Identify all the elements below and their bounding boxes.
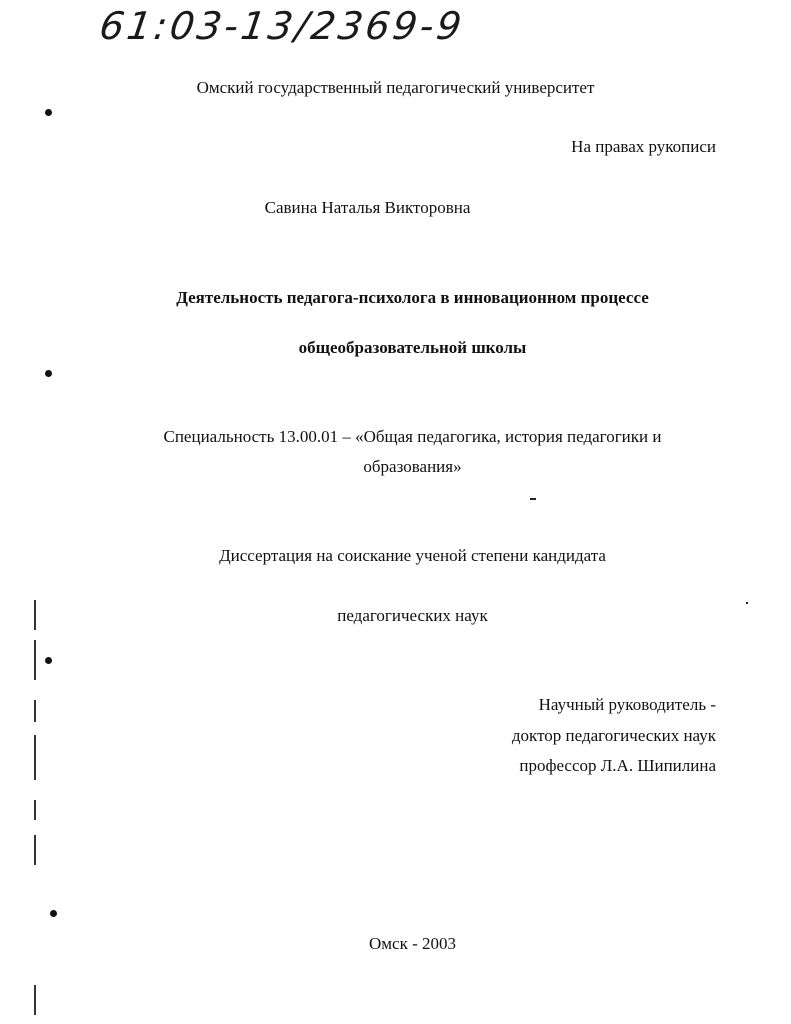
manuscript-rights-note: На правах рукописи	[571, 137, 716, 156]
degree-line-1: Диссертация на соискание ученой степени кандидата	[219, 546, 606, 565]
scan-edge-line	[34, 835, 36, 865]
supervisor-degree: доктор педагогических наук	[511, 726, 716, 745]
dissertation-title-line-2: общеобразовательной школы	[298, 338, 527, 357]
punch-hole-mark	[45, 370, 52, 377]
scan-edge-line	[34, 600, 36, 630]
university-name: Омский государственный педагогический университет	[196, 78, 595, 97]
scan-speck	[746, 602, 748, 604]
specialty-line-1: Специальность 13.00.01 – «Общая педагогика, история педагогики и	[163, 427, 662, 446]
city-year: Омск - 2003	[368, 934, 456, 953]
supervisor-title: Научный руководитель -	[538, 695, 716, 714]
supervisor-name: профессор Л.А. Шипилина	[519, 756, 716, 775]
dissertation-title-line-1: Деятельность педагога-психолога в инновационном процессе	[176, 288, 649, 307]
scan-edge-line	[34, 640, 36, 680]
scan-speck	[530, 498, 536, 500]
author-name: Савина Наталья Викторовна	[264, 198, 471, 217]
scan-edge-line	[34, 700, 36, 722]
scan-edge-line	[34, 735, 36, 780]
scan-edge-line	[34, 800, 36, 820]
punch-hole-mark	[45, 657, 52, 664]
scan-edge-line	[34, 985, 36, 1015]
handwritten-archive-code: 61:03-13/2369-9	[96, 4, 468, 48]
punch-hole-mark	[50, 910, 57, 917]
punch-hole-mark	[45, 109, 52, 116]
specialty-line-2: образования»	[363, 457, 462, 476]
degree-line-2: педагогических наук	[337, 606, 488, 625]
